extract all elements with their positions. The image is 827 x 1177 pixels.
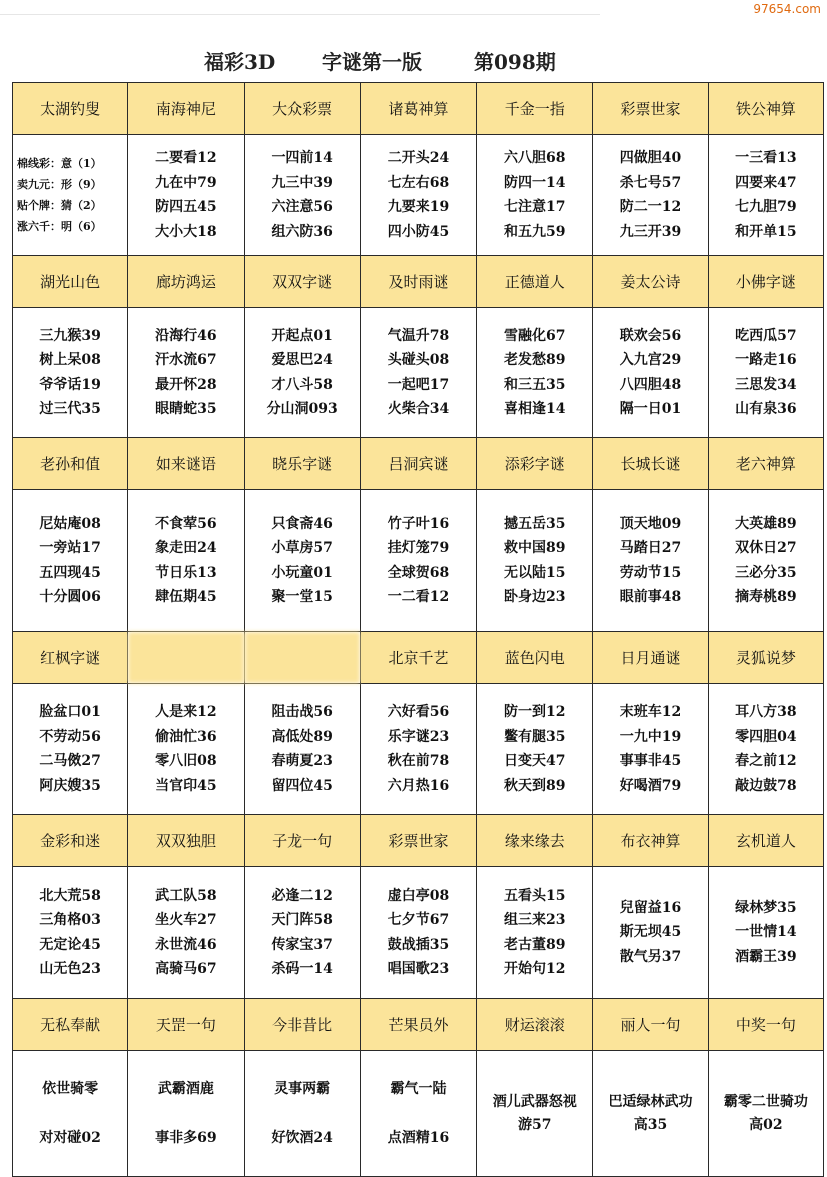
column-header: 中奖一句 [708, 999, 823, 1051]
riddle-table [12, 82, 824, 1177]
header-row [13, 256, 824, 308]
riddle-line: 事事非45 [619, 753, 682, 769]
riddle-cell [593, 684, 708, 815]
riddle-line: 全球贺68 [387, 564, 450, 581]
riddle-line: 霸零二世骑功 [723, 1093, 808, 1110]
riddle-cell [360, 1051, 476, 1177]
riddle-line: 高35 [633, 1116, 668, 1133]
riddle-line: 事非多69 [155, 1129, 217, 1146]
riddle-line: 阻击战56 [271, 704, 333, 720]
column-header: 芒果员外 [360, 999, 476, 1051]
riddle-cell [593, 308, 708, 438]
riddle-cell [128, 490, 244, 632]
column-header: 南海神尼 [128, 83, 244, 135]
riddle-line: 爷爷话19 [39, 376, 101, 393]
riddle-line: 游57 [518, 1116, 552, 1133]
riddle-line: 偷油忙36 [155, 728, 217, 745]
riddle-line: 棉线彩：意（1） [17, 157, 102, 170]
riddle-line: 春之前12 [735, 753, 797, 769]
riddle-line: 鼓战插35 [387, 936, 450, 953]
riddle-line: 乐字谜23 [387, 728, 450, 745]
riddle-line: 日变天47 [504, 753, 566, 769]
column-header: 姜太公诗 [593, 256, 708, 308]
riddle-line: 高骑马67 [155, 961, 217, 977]
riddle-row [13, 135, 824, 256]
riddle-line: 山无色23 [39, 961, 101, 977]
riddle-line: 三必分35 [735, 564, 797, 581]
title-lottery: 福彩3D [204, 50, 276, 74]
column-header: 缘来缘去 [477, 815, 593, 867]
riddle-line: 眼睛蛇35 [155, 401, 217, 417]
riddle-line: 九三开39 [619, 223, 682, 240]
riddle-line: 大英雄89 [735, 515, 797, 532]
riddle-cell [128, 684, 244, 815]
riddle-line: 树上呆08 [39, 352, 101, 368]
riddle-line: 老古董89 [504, 936, 566, 953]
riddle-cell [477, 867, 593, 999]
column-header: 无私奉献 [13, 999, 128, 1051]
riddle-line: 和五九59 [504, 223, 566, 240]
riddle-line: 耳八方38 [735, 704, 797, 720]
riddle-line: 开起点01 [271, 327, 333, 344]
riddle-line: 只食斋46 [271, 515, 333, 532]
riddle-line: 火柴合34 [387, 401, 450, 417]
riddle-line [128, 1102, 243, 1126]
column-header: 太湖钓叟 [13, 83, 128, 135]
column-header: 湖光山色 [13, 256, 128, 308]
riddle-line: 无定论45 [39, 936, 101, 953]
riddle-line: 唱国歌23 [387, 961, 450, 977]
riddle-line: 散气另37 [619, 948, 682, 965]
riddle-line: 高低处89 [271, 728, 333, 745]
riddle-line: 顶天地09 [619, 515, 682, 532]
riddle-cell [360, 135, 476, 256]
title-edition: 字谜第一版 [322, 50, 422, 74]
column-header: 老孙和值 [13, 438, 128, 490]
riddle-cell [244, 308, 360, 438]
column-header: 老六神算 [708, 438, 823, 490]
riddle-line: 八四胆48 [619, 376, 682, 393]
column-header: 晓乐字谜 [244, 438, 360, 490]
riddle-line: 涨六千：明（6） [17, 220, 102, 233]
riddle-line: 二要看12 [155, 150, 217, 166]
column-header: 今非昔比 [244, 999, 360, 1051]
riddle-line: 九在中79 [155, 174, 217, 191]
riddle-line: 三角格03 [39, 912, 101, 928]
riddle-line: 九三中39 [271, 174, 333, 191]
riddle-line: 卖九元：形（9） [17, 178, 102, 191]
column-header: 彩票世家 [360, 815, 476, 867]
header-row [13, 438, 824, 490]
riddle-line: 一三看13 [735, 150, 797, 166]
riddle-line: 永世流46 [155, 936, 217, 953]
riddle-line: 分山洞093 [266, 401, 338, 417]
title-issue: 第098期 [474, 50, 556, 74]
riddle-line: 和三五35 [504, 376, 566, 393]
riddle-line: 二马傚27 [39, 753, 101, 769]
column-header: 蓝色闪电 [477, 632, 593, 684]
riddle-cell [244, 1051, 360, 1177]
riddle-line: 依世骑零 [42, 1081, 99, 1097]
riddle-line: 马踏日27 [619, 540, 682, 556]
riddle-line: 鳖有腿35 [504, 728, 566, 745]
riddle-line: 尼姑庵08 [39, 515, 101, 532]
riddle-line: 竹子叶16 [387, 515, 450, 532]
riddle-line: 四要来47 [735, 174, 797, 191]
column-header: 玄机道人 [708, 815, 823, 867]
column-header: 铁公神算 [708, 83, 823, 135]
riddle-line: 北大荒58 [39, 887, 101, 904]
riddle-line: 不劳动56 [39, 728, 101, 745]
riddle-line: 雪融化67 [504, 327, 566, 344]
riddle-line: 巴适绿林武功 [608, 1093, 693, 1110]
riddle-cell [13, 867, 128, 999]
riddle-line: 末班车12 [619, 704, 682, 720]
riddle-line: 气温升78 [387, 327, 450, 344]
page-title [0, 42, 827, 76]
riddle-line: 三九猴39 [39, 327, 101, 344]
riddle-line: 零四胆04 [735, 728, 797, 745]
riddle-line: 一九中19 [619, 728, 682, 745]
riddle-line: 零八旧08 [155, 753, 217, 769]
riddle-line: 六好看56 [387, 704, 450, 720]
riddle-line: 大小大18 [155, 223, 217, 240]
riddle-line: 山有泉36 [735, 401, 797, 417]
riddle-line: 劳动节15 [619, 564, 682, 581]
column-header [128, 632, 244, 684]
column-header: 红枫字谜 [13, 632, 128, 684]
top-divider [0, 14, 600, 15]
riddle-line: 眼前事48 [619, 589, 682, 605]
riddle-cell [593, 1051, 708, 1177]
riddle-line: 三思发34 [735, 376, 797, 393]
riddle-line: 斯无坝45 [619, 924, 682, 941]
riddle-line: 高02 [749, 1116, 783, 1133]
riddle-line: 好饮酒24 [271, 1129, 333, 1146]
riddle-line: 霸气一陆 [390, 1081, 447, 1097]
riddle-line: 必逢二12 [271, 887, 333, 904]
riddle-line: 和开单15 [735, 223, 797, 240]
header-row [13, 999, 824, 1051]
riddle-line: 防四五45 [155, 199, 217, 215]
riddle-line: 无以陆15 [504, 564, 566, 581]
riddle-line: 灵事两霸 [274, 1081, 331, 1097]
riddle-line: 贴个牌：猜（2） [17, 199, 102, 212]
riddle-line: 六注意56 [271, 199, 333, 215]
riddle-line: 才八斗58 [271, 376, 333, 393]
riddle-line: 卧身边23 [504, 589, 566, 605]
riddle-line: 六八胆68 [504, 150, 566, 166]
riddle-cell [360, 308, 476, 438]
riddle-line: 坐火车27 [155, 912, 217, 928]
riddle-cell [360, 867, 476, 999]
riddle-cell [708, 135, 823, 256]
riddle-line: 爱思巴24 [271, 352, 333, 368]
riddle-line: 一世情14 [735, 924, 797, 941]
riddle-cell [708, 867, 823, 999]
riddle-cell [13, 684, 128, 815]
column-header: 子龙一句 [244, 815, 360, 867]
riddle-cell [708, 308, 823, 438]
riddle-line: 喜相逢14 [504, 401, 566, 417]
riddle-cell [477, 684, 593, 815]
riddle-cell [708, 1051, 823, 1177]
riddle-line: 春萌夏23 [271, 753, 333, 769]
riddle-line: 小玩童01 [271, 564, 333, 581]
column-header: 金彩和迷 [13, 815, 128, 867]
riddle-line: 一二看12 [387, 589, 450, 605]
riddle-cell [708, 684, 823, 815]
riddle-line: 最开怀28 [155, 376, 217, 393]
column-header: 小佛字谜 [708, 256, 823, 308]
riddle-line: 入九宫29 [619, 352, 682, 368]
riddle-line: 肆伍期45 [155, 589, 217, 605]
riddle-line [245, 1102, 360, 1126]
riddle-line: 组六防36 [271, 223, 333, 240]
riddle-line: 一路走16 [735, 352, 797, 368]
riddle-cell [477, 490, 593, 632]
riddle-line: 摘寿桃89 [735, 589, 797, 605]
column-header [244, 632, 360, 684]
riddle-line: 虚白亭08 [387, 887, 450, 904]
column-header: 千金一指 [477, 83, 593, 135]
riddle-cell [593, 867, 708, 999]
column-header: 诸葛神算 [360, 83, 476, 135]
riddle-cell [593, 490, 708, 632]
riddle-line: 防二一12 [619, 199, 682, 215]
riddle-line: 绿林梦35 [735, 899, 797, 916]
column-header: 灵狐说梦 [708, 632, 823, 684]
riddle-line: 四小防45 [387, 223, 450, 240]
riddle-line: 七左右68 [387, 174, 450, 191]
riddle-cell [244, 867, 360, 999]
riddle-line: 六月热16 [387, 777, 450, 794]
riddle-line: 四做胆40 [619, 150, 682, 166]
riddle-line: 秋天到89 [504, 777, 566, 794]
riddle-line: 留四位45 [271, 777, 333, 794]
column-header: 布衣神算 [593, 815, 708, 867]
riddle-line: 七夕节67 [387, 912, 450, 928]
riddle-cell [128, 135, 244, 256]
riddle-line: 一起吧17 [387, 376, 450, 393]
riddle-line: 秋在前78 [387, 753, 450, 769]
riddle-line: 杀码一14 [271, 961, 333, 977]
riddle-line [361, 1102, 476, 1126]
riddle-line: 老发愁89 [504, 352, 566, 368]
header-row [13, 815, 824, 867]
riddle-cell [593, 135, 708, 256]
riddle-line: 九要来19 [387, 199, 450, 215]
riddle-line: 隔一日01 [619, 401, 682, 417]
riddle-line: 阿庆嫂35 [39, 777, 101, 794]
header-row [13, 632, 824, 684]
riddle-line: 防一到12 [504, 704, 566, 720]
riddle-line: 杀七号57 [619, 174, 682, 191]
riddle-line: 小草房57 [271, 540, 333, 556]
riddle-line: 五四现45 [39, 564, 101, 581]
riddle-cell [360, 684, 476, 815]
riddle-cell [128, 1051, 244, 1177]
riddle-line: 武工队58 [155, 887, 217, 904]
riddle-line: 七注意17 [504, 199, 566, 215]
riddle-line: 撼五岳35 [504, 515, 566, 532]
riddle-line: 象走田24 [155, 540, 217, 556]
riddle-line: 二开头24 [387, 150, 450, 166]
riddle-cell [477, 135, 593, 256]
riddle-line: 节日乐13 [155, 564, 217, 581]
riddle-cell [128, 308, 244, 438]
column-header: 大众彩票 [244, 83, 360, 135]
riddle-row [13, 684, 824, 815]
column-header: 双双字谜 [244, 256, 360, 308]
column-header: 丽人一句 [593, 999, 708, 1051]
riddle-cell [13, 490, 128, 632]
column-header: 添彩字谜 [477, 438, 593, 490]
riddle-line: 不食荤56 [155, 515, 217, 532]
column-header: 日月通谜 [593, 632, 708, 684]
riddle-line: 过三代35 [39, 401, 101, 417]
riddle-cell [477, 1051, 593, 1177]
riddle-line: 开始句12 [504, 961, 566, 977]
riddle-cell [244, 490, 360, 632]
riddle-line: 酒儿武器怒视 [492, 1093, 577, 1110]
column-header: 双双独胆 [128, 815, 244, 867]
column-header: 吕洞宾谜 [360, 438, 476, 490]
riddle-line: 五看头15 [504, 887, 566, 904]
riddle-line: 十分圆06 [39, 589, 101, 605]
riddle-line: 好喝酒79 [619, 777, 682, 794]
riddle-line: 酒霸王39 [735, 948, 797, 965]
riddle-cell [360, 490, 476, 632]
riddle-line: 沿海行46 [155, 327, 217, 344]
riddle-line: 汗水流67 [155, 352, 217, 368]
riddle-line: 双休日27 [735, 540, 797, 556]
watermark: 97654.com [753, 2, 821, 16]
riddle-cell [708, 490, 823, 632]
riddle-row [13, 1051, 824, 1177]
column-header: 长城长谜 [593, 438, 708, 490]
column-header: 天罡一句 [128, 999, 244, 1051]
riddle-cell [244, 684, 360, 815]
riddle-line: 兒留益16 [619, 899, 682, 916]
riddle-line: 救中国89 [504, 540, 566, 556]
riddle-line: 当官印45 [155, 777, 217, 794]
riddle-cell [128, 867, 244, 999]
riddle-line: 对对碰02 [39, 1129, 101, 1146]
riddle-cell [13, 308, 128, 438]
column-header: 正德道人 [477, 256, 593, 308]
riddle-row [13, 867, 824, 999]
riddle-line [13, 1102, 127, 1126]
riddle-row [13, 308, 824, 438]
column-header: 如来谜语 [128, 438, 244, 490]
riddle-line: 七九胆79 [735, 199, 797, 215]
riddle-line: 防四一14 [504, 174, 566, 191]
riddle-line: 点酒精16 [387, 1129, 450, 1146]
riddle-row [13, 490, 824, 632]
column-header: 彩票世家 [593, 83, 708, 135]
riddle-line: 吃西瓜57 [735, 327, 797, 344]
column-header: 及时雨谜 [360, 256, 476, 308]
riddle-line: 组三来23 [504, 912, 566, 928]
riddle-cell [244, 135, 360, 256]
riddle-line: 武霸酒鹿 [157, 1081, 214, 1097]
riddle-line: 挂灯笼79 [387, 540, 450, 556]
header-row [13, 83, 824, 135]
riddle-line: 脸盆口01 [39, 704, 101, 720]
column-header: 廊坊鸿运 [128, 256, 244, 308]
riddle-cell [13, 135, 128, 256]
column-header: 财运滚滚 [477, 999, 593, 1051]
riddle-cell [13, 1051, 128, 1177]
riddle-line: 一旁站17 [39, 540, 101, 556]
riddle-line: 联欢会56 [619, 327, 682, 344]
riddle-cell [477, 308, 593, 438]
riddle-line: 传家宝37 [271, 936, 333, 953]
riddle-line: 敲边鼓78 [735, 777, 797, 794]
riddle-line: 天门阵58 [271, 912, 333, 928]
riddle-line: 一四前14 [271, 150, 333, 166]
riddle-line: 人是来12 [155, 704, 217, 720]
riddle-line: 头碰头08 [387, 352, 450, 368]
column-header: 北京千艺 [360, 632, 476, 684]
riddle-line: 聚一堂15 [271, 589, 333, 605]
